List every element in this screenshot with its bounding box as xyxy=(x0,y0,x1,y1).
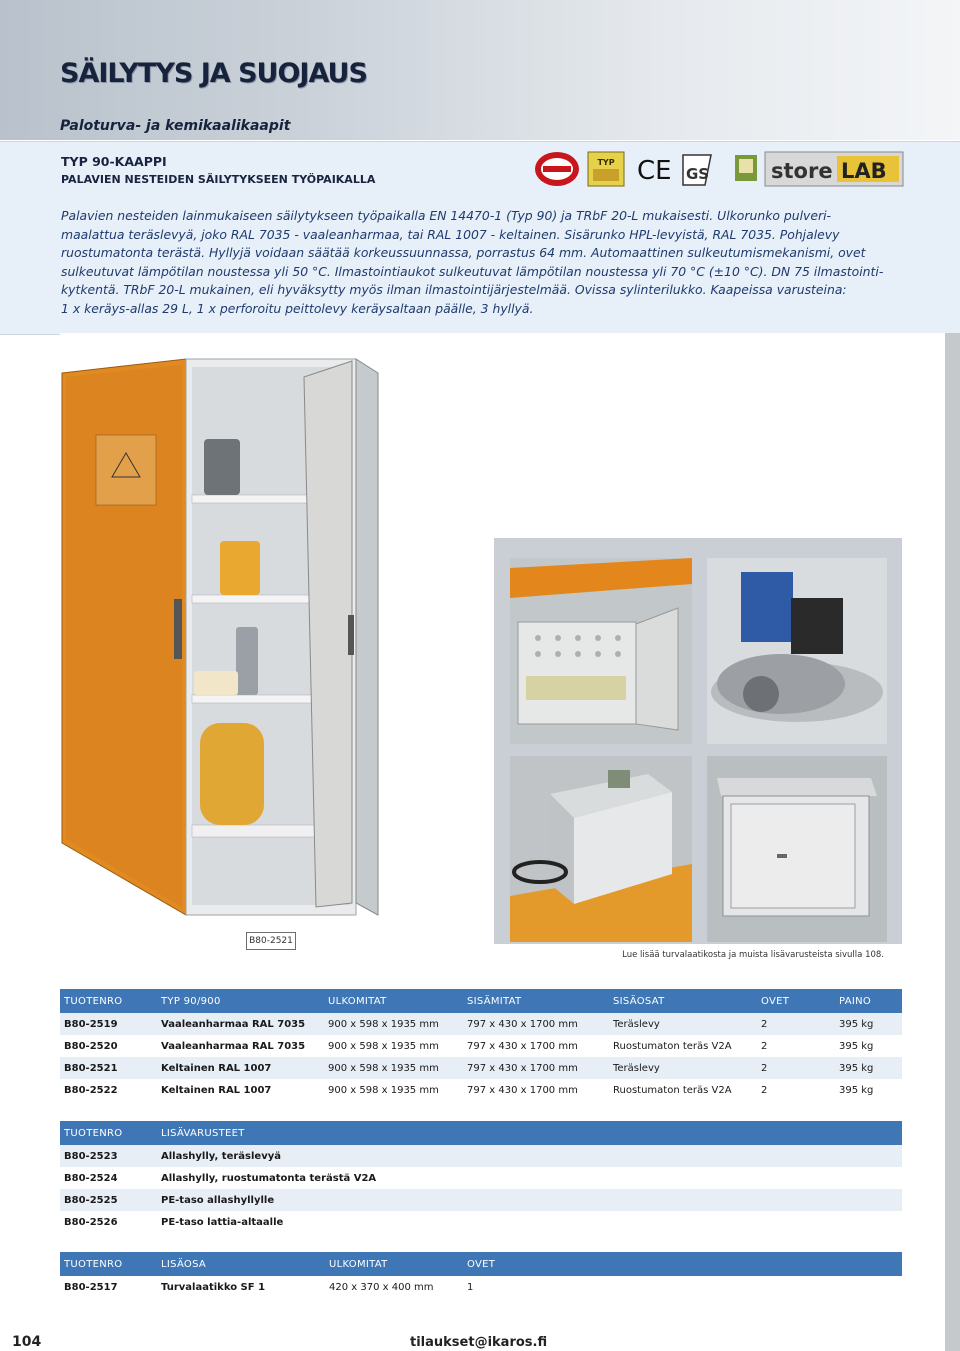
table-cell: B80-2524 xyxy=(60,1167,157,1189)
product-table xyxy=(60,989,902,1101)
table-row xyxy=(60,1189,902,1211)
table-row xyxy=(60,1145,902,1167)
table-cell: 2 xyxy=(757,1079,835,1101)
table-cell: Allashylly, ruostumatonta terästä V2A xyxy=(157,1167,902,1189)
flame-seal-logo xyxy=(535,152,579,186)
product-code-label: B80-2521 xyxy=(246,932,296,950)
table-cell: 797 x 430 x 1700 mm xyxy=(463,1035,609,1057)
description-line: kytkentä. TRbF 20-L mukainen, eli hyväksytty myös ilman ilmastointijärjestelmää. Ovissa sylinterilukko. Kaapeissa varusteina: xyxy=(61,282,847,298)
table-cell: Teräslevy xyxy=(609,1013,757,1035)
table-cell: Ruostumaton teräs V2A xyxy=(609,1035,757,1057)
table-header-row xyxy=(60,989,902,1013)
table-row xyxy=(60,1276,902,1298)
column-header: TYP 90/900 xyxy=(157,989,324,1013)
table-row xyxy=(60,1167,902,1189)
table-cell: B80-2519 xyxy=(60,1013,157,1035)
storelab-logo-text-b: LAB xyxy=(841,159,887,183)
table-cell: 900 x 598 x 1935 mm xyxy=(324,1079,463,1101)
side-strip xyxy=(945,333,960,1351)
table-cell: 900 x 598 x 1935 mm xyxy=(324,1035,463,1057)
door-handle-right xyxy=(348,615,354,655)
table-cell: Vaaleanharmaa RAL 7035 xyxy=(157,1035,324,1057)
gs-mark-text: GS xyxy=(686,165,710,183)
table-cell: B80-2520 xyxy=(60,1035,157,1057)
page-number: 104 xyxy=(12,1334,42,1350)
table-cell: 395 kg xyxy=(835,1035,902,1057)
table-cell: B80-2517 xyxy=(60,1276,157,1298)
table-cell: 797 x 430 x 1700 mm xyxy=(463,1079,609,1101)
product-type-subtitle: PALAVIEN NESTEIDEN SÄILYTYKSEEN TYÖPAIKALLA xyxy=(61,173,376,186)
table-cell: PE-taso lattia-altaalle xyxy=(157,1211,902,1233)
description-line: maalattua teräslevyä, joko RAL 7035 - vaaleanharmaa, tai RAL 1007 - keltainen. Sisärunko HPL-levyistä, RAL 7035. Pohjalevy xyxy=(61,226,840,242)
column-header: TUOTENRO xyxy=(60,1252,157,1276)
table-cell: Turvalaatikko SF 1 xyxy=(157,1276,325,1298)
column-header: ULKOMITAT xyxy=(324,989,463,1013)
table-cell: 2 xyxy=(757,1057,835,1079)
table-cell: 797 x 430 x 1700 mm xyxy=(463,1057,609,1079)
accessory-note: Lue lisää turvalaatikosta ja muista lisävarusteista sivulla 108. xyxy=(622,950,884,960)
table-cell: 2 xyxy=(757,1013,835,1035)
table-cell: 2 xyxy=(757,1035,835,1057)
table-cell: B80-2522 xyxy=(60,1079,157,1101)
contact-email[interactable]: tilaukset@ikaros.fi xyxy=(410,1335,548,1350)
table-cell: Allashylly, teräslevyä xyxy=(157,1145,902,1167)
table-cell: Teräslevy xyxy=(609,1057,757,1079)
description-line: sulkeutuvat lämpötilan noustessa yli 50 °C. Ilmastointiaukot sulkeutuvat lämpötilan noustessa yli 70 °C (±10 °C). DN 75 ilmastointi- xyxy=(61,263,884,279)
table-row xyxy=(60,1079,902,1101)
column-header: TUOTENRO xyxy=(60,989,157,1013)
table-cell: Vaaleanharmaa RAL 7035 xyxy=(157,1013,324,1035)
storelab-logo-text-a: store xyxy=(771,159,833,183)
detail-photo-box xyxy=(510,756,692,942)
table-row xyxy=(60,1211,902,1233)
typ90-logo xyxy=(588,152,624,186)
table-cell: B80-2525 xyxy=(60,1189,157,1211)
table-cell: 797 x 430 x 1700 mm xyxy=(463,1013,609,1035)
table-cell: 395 kg xyxy=(835,1079,902,1101)
table-cell: Keltainen RAL 1007 xyxy=(157,1057,324,1079)
column-header: SISÄOSAT xyxy=(609,989,757,1013)
certification-logos xyxy=(533,149,905,189)
table-cell: Keltainen RAL 1007 xyxy=(157,1079,324,1101)
table-row xyxy=(60,1057,902,1079)
spare-part-table xyxy=(60,1252,902,1298)
table-row xyxy=(60,1013,902,1035)
gs-mark xyxy=(683,155,711,185)
column-header: PAINO xyxy=(835,989,902,1013)
section-subtitle: Paloturva- ja kemikaalikaapit xyxy=(60,118,291,134)
certification-logo xyxy=(735,155,757,181)
table-header-row xyxy=(60,1252,902,1276)
ce-mark: CE xyxy=(637,156,672,186)
description-line: Palavien nesteiden lainmukaiseen säilytykseen työpaikalla EN 14470-1 (Typ 90) ja TRbF 20-L mukaisesti. Ulkorunko pulveri- xyxy=(61,208,832,223)
detail-photo-drawer xyxy=(510,558,692,744)
column-header: OVET xyxy=(463,1252,902,1276)
table-cell: PE-taso allashyllylle xyxy=(157,1189,902,1211)
table-cell: B80-2523 xyxy=(60,1145,157,1167)
cabinet-photo xyxy=(60,355,380,925)
table-cell: 900 x 598 x 1935 mm xyxy=(324,1013,463,1035)
column-header: SISÄMITAT xyxy=(463,989,609,1013)
storelab-logo xyxy=(765,152,903,186)
table-cell: 900 x 598 x 1935 mm xyxy=(324,1057,463,1079)
table-cell: 395 kg xyxy=(835,1013,902,1035)
column-header: TUOTENRO xyxy=(60,1121,157,1145)
product-type-title: TYP 90-KAAPPI xyxy=(61,154,167,169)
table-header-row xyxy=(60,1121,902,1145)
accessories-table xyxy=(60,1121,902,1233)
table-cell: Ruostumaton teräs V2A xyxy=(609,1079,757,1101)
detail-photo-safety-box xyxy=(707,756,887,942)
table-cell: 1 xyxy=(463,1276,902,1298)
column-header: OVET xyxy=(757,989,835,1013)
table-row xyxy=(60,1035,902,1057)
product-description xyxy=(61,207,907,319)
page-title: SÄILYTYS JA SUOJAUS xyxy=(60,58,367,89)
table-cell: B80-2526 xyxy=(60,1211,157,1233)
typ-logo-text: TYP xyxy=(597,158,615,167)
column-header: ULKOMITAT xyxy=(325,1252,463,1276)
table-cell: 395 kg xyxy=(835,1057,902,1079)
door-handle-left xyxy=(174,599,182,659)
table-cell: B80-2521 xyxy=(60,1057,157,1079)
table-cell: 420 x 370 x 400 mm xyxy=(325,1276,463,1298)
description-line: ruostumatonta terästä. Hyllyjä voidaan säätää korkeussuunnassa, porrastus 64 mm. Automaattinen sulkeutumismekanismi, ovet xyxy=(61,245,866,261)
column-header: LISÄOSA xyxy=(157,1252,325,1276)
column-header: LISÄVARUSTEET xyxy=(157,1121,902,1145)
description-line: 1 x keräys-allas 29 L, 1 x perforoitu peittolevy keräysaltaan päälle, 3 hyllyä. xyxy=(61,300,534,316)
detail-photo-fan xyxy=(707,558,887,744)
